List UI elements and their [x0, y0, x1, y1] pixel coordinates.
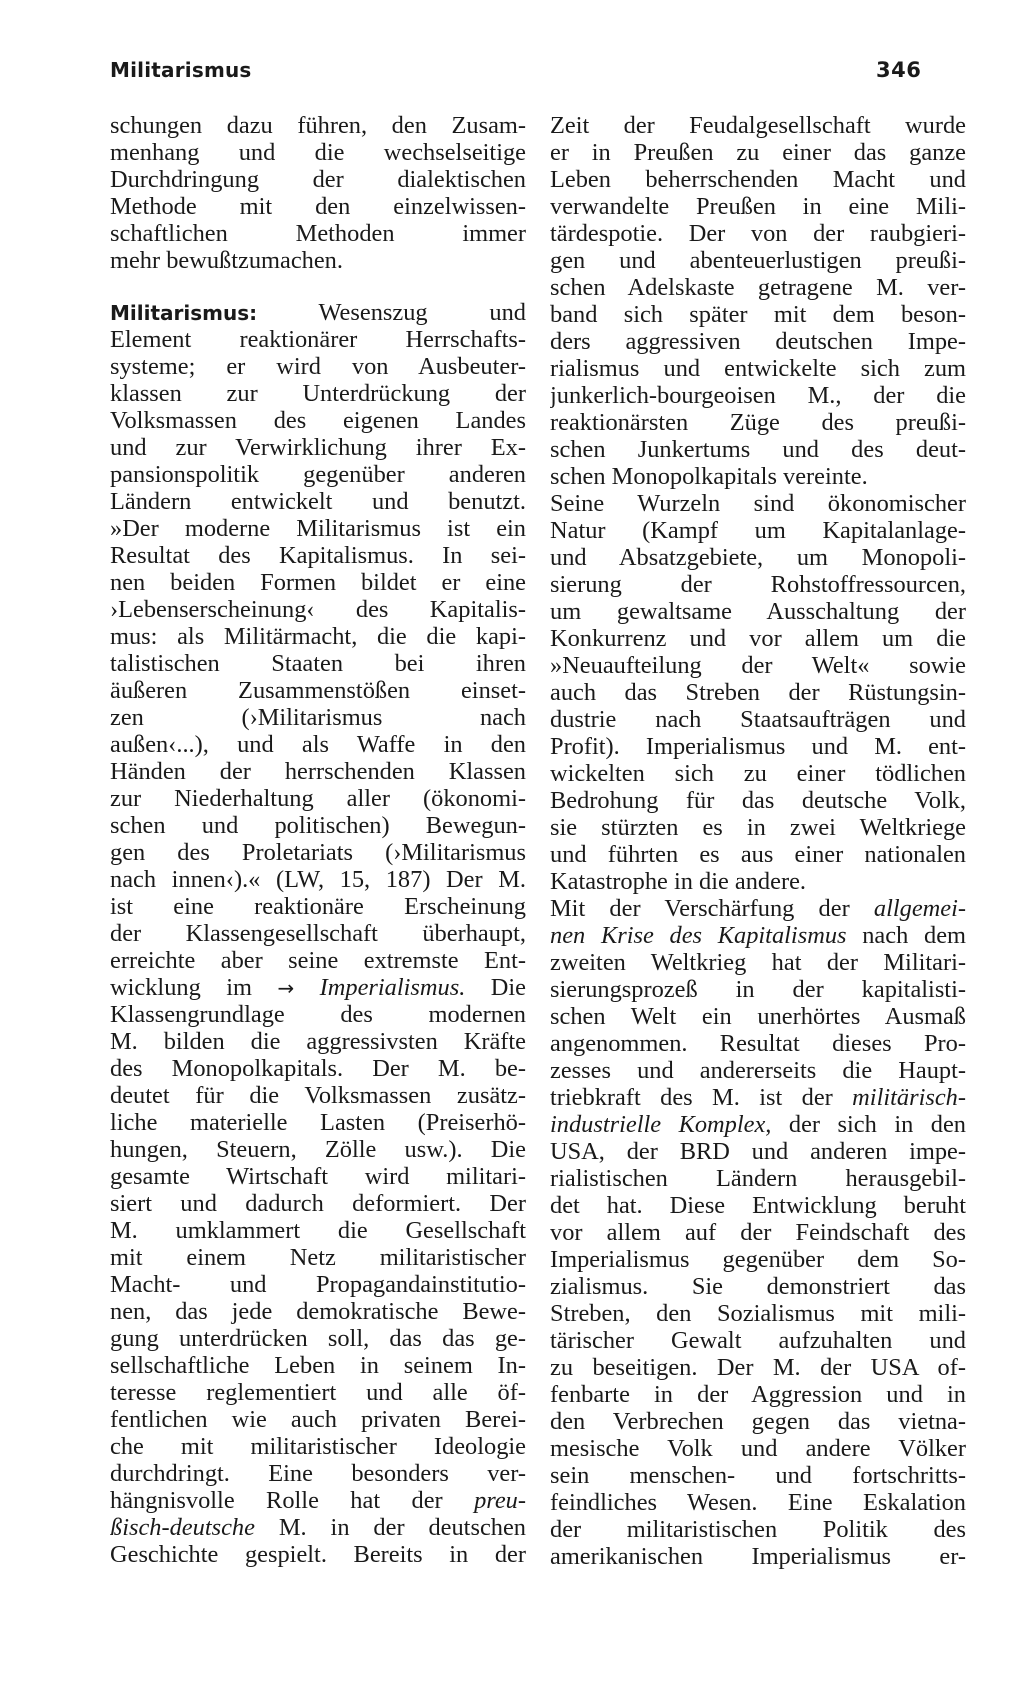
prussian-line-2: ßisch-deutsche M. in der deutschen — [110, 1514, 526, 1541]
text-line: Methode mit den einzelwissen- — [110, 193, 526, 220]
text-line: durchdringt. Eine besonders ver- — [110, 1460, 526, 1487]
text-line: schen Adelskaste getragene M. ver- — [550, 274, 966, 301]
text-line: mit einem Netz militaristischer — [110, 1244, 526, 1271]
entry-body-part-a — [110, 326, 526, 974]
text-line: Element reaktionärer Herrschafts- — [110, 326, 526, 353]
text-line: Zeit der Feudalgesellschaft wurde — [550, 112, 966, 139]
text-line: und Absatzgebiete, um Monopoli- — [550, 544, 966, 571]
text-line: vor allem auf der Feindschaft des — [550, 1219, 966, 1246]
text-line: nen, das jede demokratische Bewe- — [110, 1298, 526, 1325]
text-line: tärdespotie. Der von der raubgieri- — [550, 220, 966, 247]
crossref-imperialismus: Imperialismus. — [294, 974, 466, 1001]
entry-headword: Militarismus: — [110, 301, 258, 325]
text-line: und führten es aus einer nationalen — [550, 841, 966, 868]
text-line: deutet für die Volksmassen zusätz- — [110, 1082, 526, 1109]
right-paragraph-1 — [550, 112, 966, 490]
text-line: angenommen. Resultat dieses Pro- — [550, 1030, 966, 1057]
prussian-line-1: hängnisvolle Rolle hat der preu- — [110, 1487, 526, 1514]
text-line: Macht- und Propagandainstitutio- — [110, 1271, 526, 1298]
complex-line-2: industrielle Komplex, der sich in den — [550, 1111, 966, 1138]
continuation-paragraph — [110, 112, 526, 274]
text-line: schen und politischen) Bewegun- — [110, 812, 526, 839]
text-line: mesische Volk und andere Völker — [550, 1435, 966, 1462]
text-line: feindliches Wesen. Eine Eskalation — [550, 1489, 966, 1516]
text-line: sein menschen- und fortschritts- — [550, 1462, 966, 1489]
text-line: dustrie nach Staatsaufträgen und — [550, 706, 966, 733]
right-paragraph-3-part-c — [550, 949, 966, 1084]
text-line: menhang und die wechselseitige — [110, 139, 526, 166]
text-line: sierungsprozeß in der kapitalisti- — [550, 976, 966, 1003]
text-line: teresse reglementiert und alle öf- — [110, 1379, 526, 1406]
text-line: Klassengrundlage des modernen — [110, 1001, 526, 1028]
text-line: erreichte aber seine extremste Ent- — [110, 947, 526, 974]
text-line: ders aggressiven deutschen Impe- — [550, 328, 966, 355]
text-line: tärischer Gewalt aufzuhalten und — [550, 1327, 966, 1354]
text-line: fentlichen wie auch privaten Berei- — [110, 1406, 526, 1433]
text-line: liche materielle Lasten (Preiserhö- — [110, 1109, 526, 1136]
text-line: zesses und andererseits die Haupt- — [550, 1057, 966, 1084]
entry-body-part-b — [110, 1001, 526, 1487]
text-line: »Neuaufteilung der Welt« sowie — [550, 652, 966, 679]
page-number: 346 — [876, 58, 922, 82]
text-line: »Der moderne Militarismus ist ein — [110, 515, 526, 542]
text-line: auch das Streben der Rüstungsin- — [550, 679, 966, 706]
text-line: Seine Wurzeln sind ökonomischer — [550, 490, 966, 517]
text-line: gesamte Wirtschaft wird militari- — [110, 1163, 526, 1190]
text-line: Konkurrenz und vor allem um die — [550, 625, 966, 652]
text-line: amerikanischen Imperialismus er- — [550, 1543, 966, 1570]
text-line: pansionspolitik gegenüber anderen — [110, 461, 526, 488]
text-line: Streben, den Sozialismus mit mili- — [550, 1300, 966, 1327]
text-line: zen (›Militarismus nach — [110, 704, 526, 731]
text-line: Natur (Kampf um Kapitalanlage- — [550, 517, 966, 544]
text-line: zialismus. Sie demonstriert das — [550, 1273, 966, 1300]
text-line: sellschaftliche Leben in seinem In- — [110, 1352, 526, 1379]
text-line: um gewaltsame Ausschaltung der — [550, 598, 966, 625]
text-line: Profit). Imperialismus und M. ent- — [550, 733, 966, 760]
text-line: Bedrohung für das deutsche Volk, — [550, 787, 966, 814]
arrow-right-icon: → — [277, 976, 295, 1000]
text-line: band sich später mit dem beson- — [550, 301, 966, 328]
text-line: reaktionärsten Züge des preußi- — [550, 409, 966, 436]
text-line: Volksmassen des eigenen Landes — [110, 407, 526, 434]
right-column — [550, 112, 966, 1570]
text-line: ist eine reaktionäre Erscheinung — [110, 893, 526, 920]
text-line: gung unterdrücken soll, das das ge- — [110, 1325, 526, 1352]
text-line: det hat. Diese Entwicklung beruht — [550, 1192, 966, 1219]
text-line: ›Lebenserscheinung‹ des Kapitalis- — [110, 596, 526, 623]
text-line: zur Niederhaltung aller (ökonomi- — [110, 785, 526, 812]
crisis-line-1: Mit der Verschärfung der allgemei- — [550, 895, 966, 922]
text-line: siert und dadurch deformiert. Der — [110, 1190, 526, 1217]
text-line: USA, der BRD und anderen impe- — [550, 1138, 966, 1165]
text-line: sierung der Rohstoffressourcen, — [550, 571, 966, 598]
text-line: und zur Verwirklichung ihrer Ex- — [110, 434, 526, 461]
text-line: gen des Proletariats (›Militarismus — [110, 839, 526, 866]
text-line: zu beseitigen. Der M. der USA of- — [550, 1354, 966, 1381]
text-line: gen und abenteuerlustigen preußi- — [550, 247, 966, 274]
text-line: M. bilden die aggressivsten Kräfte — [110, 1028, 526, 1055]
text-line: Händen der herrschenden Klassen — [110, 758, 526, 785]
text-line: Katastrophe in die andere. — [550, 868, 806, 895]
text-line: nach innen‹).« (LW, 15, 187) Der M. — [110, 866, 526, 893]
dictionary-entry — [110, 299, 526, 1568]
text-line: systeme; er wird von Ausbeuter- — [110, 353, 526, 380]
text-line: mus: als Militärmacht, die die kapi- — [110, 623, 526, 650]
text-line: hungen, Steuern, Zölle usw.). Die — [110, 1136, 526, 1163]
text-line: Ländern entwickelt und benutzt. — [110, 488, 526, 515]
right-paragraph-2 — [550, 490, 966, 895]
complex-line-1: triebkraft des M. ist der militärisch- — [550, 1084, 966, 1111]
text-line: rialismus und entwickelte sich zum — [550, 355, 966, 382]
entry-final-line: Geschichte gespielt. Bereits in der — [110, 1541, 526, 1568]
text-line: Resultat des Kapitalismus. In sei- — [110, 542, 526, 569]
text-line: der Klassengesellschaft überhaupt, — [110, 920, 526, 947]
text-line: den Verbrechen gegen das vietna- — [550, 1408, 966, 1435]
text-line: fenbarte in der Aggression und in — [550, 1381, 966, 1408]
right-paragraph-3-part-d — [550, 1138, 966, 1570]
entry-first-line: Militarismus: Wesenszug und — [110, 299, 526, 326]
text-line: mehr bewußtzumachen. — [110, 247, 343, 274]
text-line: wickelten sich zu einer tödlichen — [550, 760, 966, 787]
text-line: che mit militaristischer Ideologie — [110, 1433, 526, 1460]
text-line: außen‹...), und als Waffe in den — [110, 731, 526, 758]
text-line: talistischen Staaten bei ihren — [110, 650, 526, 677]
text-line: nen beiden Formen bildet er eine — [110, 569, 526, 596]
text-line: zweiten Weltkrieg hat der Militari- — [550, 949, 966, 976]
crisis-line-2: nen Krise des Kapitalismus nach dem — [550, 922, 966, 949]
imperialism-crossref-line: wicklung im → Imperialismus. Die — [110, 974, 526, 1001]
text-line: schen Welt ein unerhörtes Ausmaß — [550, 1003, 966, 1030]
text-line: schen Junkertums und des deut- — [550, 436, 966, 463]
text-line: äußeren Zusammenstößen einset- — [110, 677, 526, 704]
text-line: Leben beherrschenden Macht und — [550, 166, 966, 193]
text-line: des Monopolkapitals. Der M. be- — [110, 1055, 526, 1082]
text-line: er in Preußen zu einer das ganze — [550, 139, 966, 166]
text-line: schen Monopolkapitals vereinte. — [550, 463, 868, 490]
text-line: M. umklammert die Gesellschaft — [110, 1217, 526, 1244]
text-line: schaftlichen Methoden immer — [110, 220, 526, 247]
text-line: rialistischen Ländern herausgebil- — [550, 1165, 966, 1192]
text-line: schungen dazu führen, den Zusam- — [110, 112, 526, 139]
running-header-title: Militarismus — [110, 58, 252, 82]
text-line: klassen zur Unterdrückung der — [110, 380, 526, 407]
text-line: verwandelte Preußen in eine Mili- — [550, 193, 966, 220]
text-line: sie stürzten es in zwei Weltkriege — [550, 814, 966, 841]
text-line: junkerlich-bourgeoisen M., der die — [550, 382, 966, 409]
left-column — [110, 112, 526, 1568]
text-line: Imperialismus gegenüber dem So- — [550, 1246, 966, 1273]
text-line: Durchdringung der dialektischen — [110, 166, 526, 193]
text-line: der militaristischen Politik des — [550, 1516, 966, 1543]
